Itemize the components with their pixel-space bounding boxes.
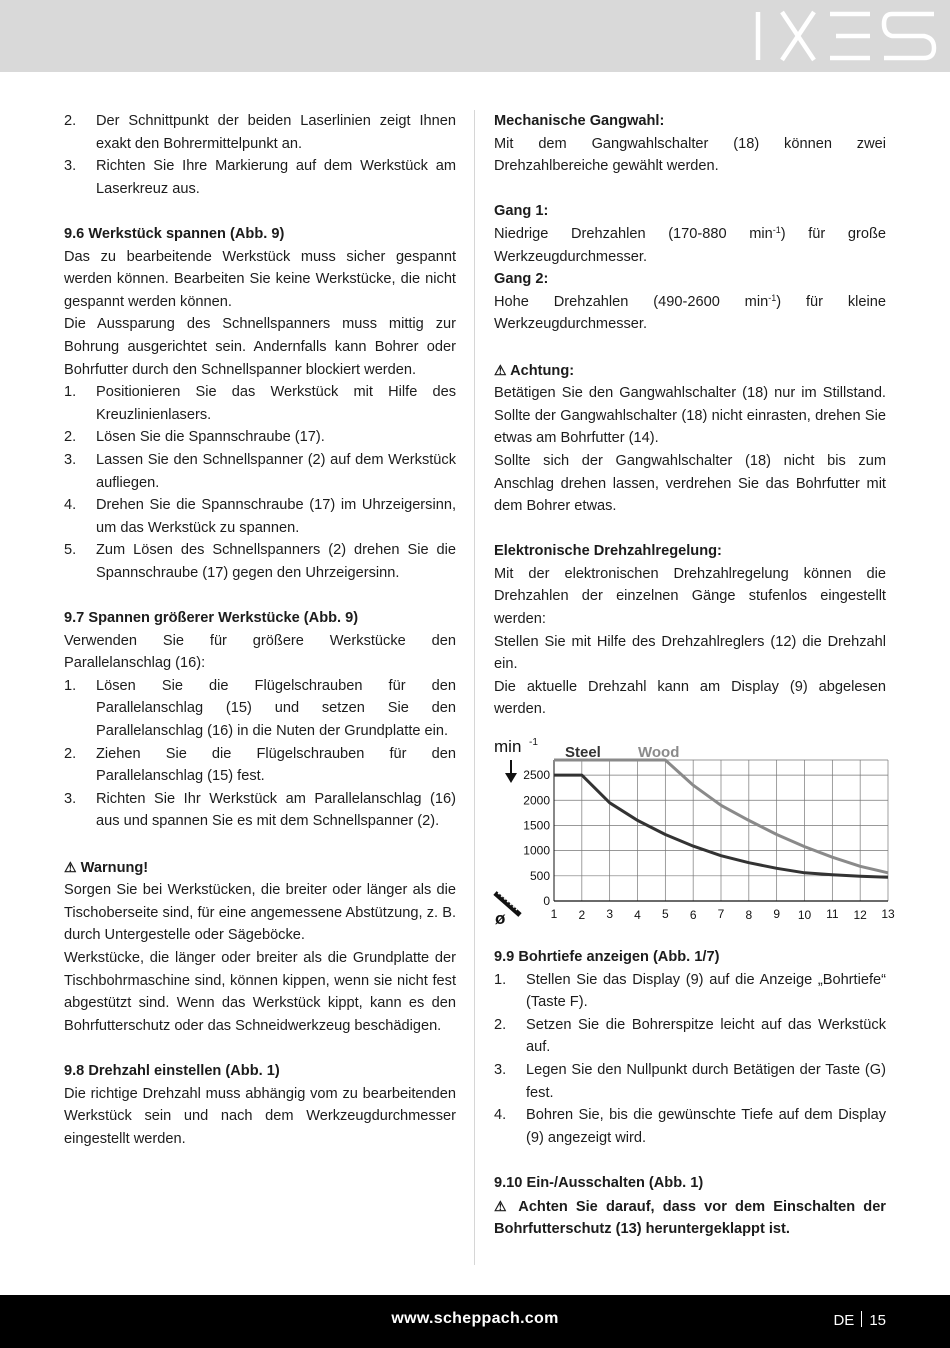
y-tick-label: 0: [543, 894, 550, 908]
x-tick-label: 12: [853, 908, 867, 922]
y-arrow-head: [505, 773, 517, 783]
list-item: 2. Ziehen Sie die Flügelschrauben für den Parallelanschlag (15) fest.: [64, 745, 456, 785]
steps-list: [64, 381, 456, 584]
gear-2-heading: Gang 2:: [494, 271, 549, 288]
page-footer: [0, 1295, 950, 1348]
right-column: [494, 110, 886, 721]
gear-1-heading: Gang 1:: [494, 203, 549, 220]
paragraph: Sorgen Sie bei Werkstücken, die breiter oder länger als die Tischoberseite sind, für eine angemessene Abstützung, z. B. durch Untergestelle oder Sägeböcke.: [64, 882, 456, 944]
right-column-lower: [494, 946, 886, 1241]
page-indicator: [833, 1311, 886, 1329]
footer-url[interactable]: www.scheppach.com: [391, 1310, 559, 1327]
y-tick-label: 500: [529, 868, 550, 883]
section-heading: 9.7 Spannen größerer Werkstücke (Abb. 9): [64, 610, 359, 627]
caution-note: ⚠ Achten Sie darauf, dass vor dem Einschalten der Bohrfutterschutz (13) heruntergeklappt ist.: [494, 1197, 886, 1238]
caution-heading: ⚠ Achtung:: [494, 361, 575, 379]
list-item: 1. Positionieren Sie das Werkstück mit Hilfe des Kreuzlinienlasers.: [64, 384, 456, 423]
y-axis-label-superscript: -1: [529, 737, 538, 748]
list-item: 3. Richten Sie Ihre Markierung auf dem Werkstück am Laserkreuz aus.: [64, 158, 456, 197]
section-heading: Mechanische Gangwahl:: [494, 113, 665, 129]
section-heading: 9.9 Bohrtiefe anzeigen (Abb. 1/7): [494, 949, 720, 965]
column-divider: [474, 110, 475, 1265]
intro-list: [64, 110, 456, 200]
x-tick-label: 13: [881, 907, 895, 921]
list-item: 3. Legen Sie den Nullpunkt durch Betätigen der Taste (G) fest.: [494, 1061, 886, 1101]
speed-chart-svg: [490, 735, 900, 935]
y-tick-label: 1500: [523, 818, 550, 833]
paragraph: Hohe Drehzahlen (490-2600 $\min^{-1}$) für kleine Werkzeugdurchmesser.: [494, 292, 886, 333]
list-item: 1. Lösen Sie die Flügelschrauben für den Parallelanschlag (15) und setzen Sie den Parallelanschlag (16) in die Nuten der Grundplatte ein.: [64, 677, 456, 740]
steps-list: [64, 675, 456, 833]
paragraph: Betätigen Sie den Gangwahlschalter (18) nur im Stillstand. Sollte der Gangwahlschalter (18) nicht einrasten, drehen Sie etwas am Bohrfutter (14).: [494, 385, 886, 447]
x-tick-label: 6: [689, 908, 697, 922]
section-heading: Elektronische Drehzahlregelung:: [494, 543, 722, 560]
paragraph: Die aktuelle Drehzahl kann am Display (9) abgelesen werden.: [494, 678, 886, 718]
y-tick-label: 1000: [523, 843, 550, 858]
legend-wood: Wood: [638, 744, 680, 761]
x-tick-label: 2: [578, 908, 586, 922]
paragraph: Niedrige Drehzahlen (170-880 $\min^{-1}$) für große Werkzeugdurchmesser.: [494, 224, 886, 265]
x-tick-label: 8: [745, 908, 753, 922]
x-tick-label: 11: [826, 907, 839, 921]
list-item: 2. Setzen Sie die Bohrerspitze leicht auf das Werkstück auf.: [494, 1016, 886, 1056]
paragraph: Mit dem Gangwahlschalter (18) können zwei Drehzahlbereiche gewählt werden.: [494, 135, 886, 175]
paragraph: Die Aussparung des Schnellspanners muss mittig zur Bohrung ausgerichtet sein. Andernfalls kann Bohrer oder Bohrfutter durch den Schnellspanner blockiert werden.: [64, 316, 456, 378]
page-header: [0, 0, 950, 72]
x-tick-label: 4: [634, 908, 641, 922]
paragraph: Mit der elektronischen Drehzahlregelung können die Drehzahlen der einzelnen Gänge stufenlos eingestellt werden:: [494, 565, 886, 628]
language-code: DE: [833, 1312, 855, 1329]
x-tick-label: 5: [661, 907, 669, 921]
paragraph: Sollte sich der Gangwahlschalter (18) nicht bis zum Anschlag drehen lassen, verdrehen Sie das Bohrfutter mit dem Bohrer etwas.: [494, 452, 886, 515]
paragraph: Verwenden Sie für größere Werkstücke den Parallelanschlag (16):: [64, 632, 456, 672]
x-axis-label: ø: [495, 909, 506, 928]
warning-icon: ⚠: [64, 858, 77, 875]
x-tick-label: 7: [717, 907, 725, 921]
y-axis-label: min: [494, 737, 522, 756]
paragraph: Werkstücke, die länger oder breiter als die Grundplatte der Tischbohrmaschine sind, können kippen, wenn sie nicht fest abgestützt sind. Wenn das Werkstück kippt, kann es den Bohrfutterschutz oder das Schneidwerkzeug beschädigen.: [64, 949, 456, 1034]
x-tick-label: 10: [797, 908, 812, 922]
section-heading: 9.8 Drehzahl einstellen (Abb. 1): [64, 1062, 280, 1079]
list-item: 3. Lassen Sie den Schnellspanner (2) auf dem Werkstück aufliegen.: [64, 451, 456, 491]
paragraph: Stellen Sie mit Hilfe des Drehzahlreglers (12) die Drehzahl ein.: [494, 633, 886, 673]
speed-chart: [490, 735, 900, 935]
y-tick-label: 2000: [523, 793, 550, 808]
list-item: 5. Zum Lösen des Schnellspanners (2) drehen Sie die Spannschraube (17) gegen den Uhrzeigersinn.: [64, 542, 456, 581]
list-item: 2. Der Schnittpunkt der beiden Laserlinien zeigt Ihnen exakt den Bohrermittelpunkt an.: [64, 113, 456, 152]
warning-heading: ⚠ Warnung!: [64, 858, 149, 876]
y-tick-label: 2500: [523, 768, 550, 783]
section-heading: 9.6 Werkstück spannen (Abb. 9): [64, 225, 285, 242]
list-item: 3. Richten Sie Ihr Werkstück am Parallelanschlag (16) aus und spannen Sie es mit dem Schnellspanner (2).: [64, 790, 456, 830]
steps-list: [494, 969, 886, 1150]
section-heading: 9.10 Ein-/Ausschalten (Abb. 1): [494, 1174, 704, 1191]
x-tick-label: 1: [550, 907, 558, 921]
page-number: 15: [869, 1312, 886, 1329]
paragraph: Die richtige Drehzahl muss abhängig vom zu bearbeitenden Werkstück sein und nach dem Werkzeugdurchmesser eingestellt werden.: [64, 1085, 456, 1147]
list-item: 4. Drehen Sie die Spannschraube (17) im Uhrzeigersinn, um das Werkstück zu spannen.: [64, 497, 456, 536]
warning-icon: ⚠: [494, 361, 507, 378]
brand-logo: [752, 10, 942, 62]
legend-steel: Steel: [565, 744, 601, 761]
list-item: 4. Bohren Sie, bis die gewünschte Tiefe auf dem Display (9) angezeigt wird.: [494, 1107, 886, 1146]
list-item: 2. Lösen Sie die Spannschraube (17).: [64, 429, 325, 446]
paragraph: Das zu bearbeitende Werkstück muss sicher gespannt werden können. Bearbeiten Sie keine Werkstücke, die nicht gespannt werden können.: [64, 248, 456, 310]
x-tick-label: 9: [773, 907, 781, 921]
warning-icon: ⚠: [494, 1197, 511, 1214]
list-item: 1. Stellen Sie das Display (9) auf die Anzeige „Bohrtiefe“ (Taste F).: [494, 971, 886, 1011]
x-tick-label: 3: [606, 907, 614, 921]
left-column: [64, 110, 456, 1150]
